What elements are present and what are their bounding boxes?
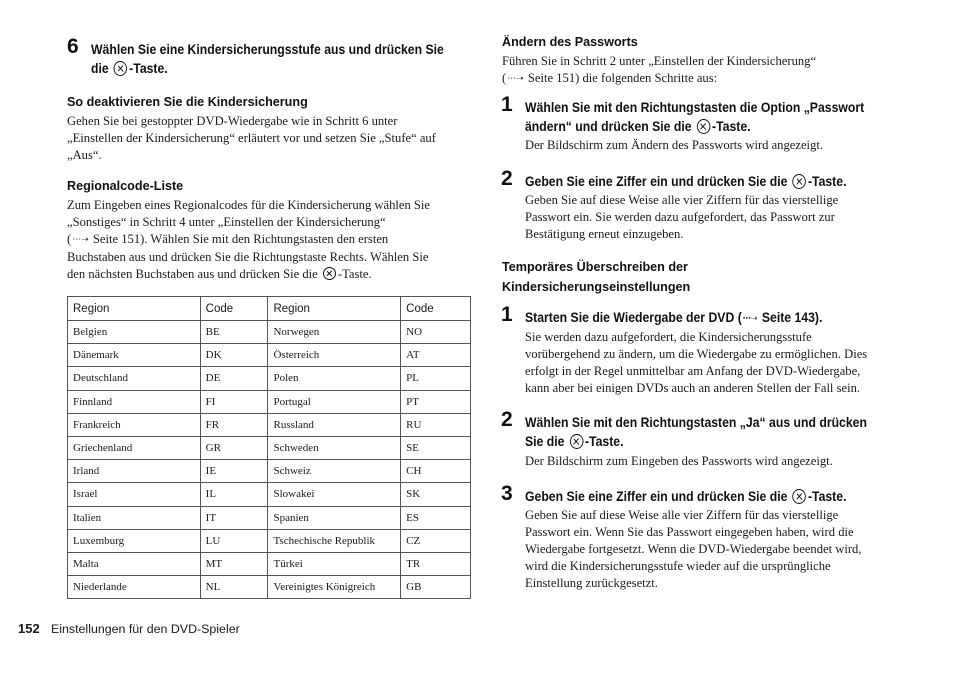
text: Seite 151). Wählen Sie mit den Richtungstasten den ersten (89, 232, 389, 246)
table-row (68, 460, 471, 483)
region-cell: Belgien (68, 321, 201, 344)
text: Geben Sie eine Ziffer ein und drücken Sie die (525, 489, 788, 504)
text-line (502, 70, 922, 88)
text: Geben Sie eine Ziffer ein und drücken Sie die (525, 174, 788, 189)
text: Seite 143). (758, 310, 823, 325)
table-row (68, 576, 471, 599)
region-cell: Tschechische Republik (268, 529, 401, 552)
step-title (525, 487, 903, 506)
text-line: Der Bildschirm zum Eingeben des Passworts wird angezeigt. (525, 454, 833, 468)
table-row (68, 321, 471, 344)
step-title-line (91, 59, 469, 78)
paragraph (525, 192, 925, 243)
step-number: 2 (501, 408, 513, 431)
region-cell: Irland (68, 460, 201, 483)
code-cell: MT (200, 552, 268, 575)
text: Seite 151) die folgenden Schritte aus: (524, 71, 718, 85)
page-number: 152 (18, 621, 40, 636)
column-header: Code (401, 297, 471, 321)
text-line: „Einstellen der Kindersicherung“ erläutert vor und setzen Sie „Stufe“ auf (67, 131, 436, 145)
step-number: 1 (501, 93, 513, 116)
region-cell: Polen (268, 367, 401, 390)
step-number: 3 (501, 482, 513, 505)
paragraph (525, 137, 925, 154)
step-title-line (525, 432, 903, 451)
code-cell: GR (200, 436, 268, 459)
step-title-line: Wählen Sie mit den Richtungstasten „Ja“ aus und drücken (525, 415, 867, 430)
section-heading (502, 257, 690, 297)
code-cell: FI (200, 390, 268, 413)
enter-button-icon (793, 174, 807, 189)
text: -Taste. (337, 267, 372, 281)
code-cell: LU (200, 529, 268, 552)
step-title-line (525, 172, 903, 191)
region-cell: Israel (68, 483, 201, 506)
text-line: Führen Sie in Schritt 2 unter „Einstellen der Kindersicherung“ (502, 54, 817, 68)
code-cell: NL (200, 576, 268, 599)
region-cell: Luxemburg (68, 529, 201, 552)
enter-button-icon (323, 267, 336, 280)
step-title-text: -Taste. (129, 61, 168, 76)
step-title-line (525, 487, 903, 506)
text-line: erfolgt in der Regel unmittelbar am Anfang der DVD-Wiedergabe, (525, 364, 861, 378)
code-cell: TR (401, 552, 471, 575)
step-title-line: Wählen Sie eine Kindersicherungsstufe aus und drücken Sie (91, 42, 444, 57)
region-cell: Türkei (268, 552, 401, 575)
text-line (67, 231, 477, 249)
region-cell: Finnland (68, 390, 201, 413)
column-header: Region (68, 297, 201, 321)
code-cell: RU (401, 413, 471, 436)
region-cell: Griechenland (68, 436, 201, 459)
page-reference-arrow-icon: ⋯➝ (72, 235, 89, 245)
code-cell: DE (200, 367, 268, 390)
text: -Taste. (807, 174, 847, 189)
text-line: Wiedergabe fortgesetzt. Wenn die DVD-Wiedergabe beendet wird, (525, 542, 862, 556)
section-heading: Regionalcode-Liste (67, 179, 184, 193)
text-line: vorübergehend zu ändern, um die Wiedergabe zu ermöglichen. Dies (525, 347, 868, 361)
enter-button-icon (697, 119, 711, 134)
table-row (68, 367, 471, 390)
step-title (91, 40, 469, 78)
region-cell: Österreich (268, 344, 401, 367)
text: den nächsten Buchstaben aus und drücken Sie die (67, 267, 318, 281)
region-cell: Spanien (268, 506, 401, 529)
paragraph (525, 453, 925, 470)
paragraph (525, 329, 925, 397)
text-line: wird die Kindersicherungsstufe wieder auf die ursprüngliche (525, 559, 831, 573)
code-cell: FR (200, 413, 268, 436)
code-cell: IE (200, 460, 268, 483)
text-line: Geben Sie auf diese Weise alle vier Ziffern für das vierstellige (525, 508, 839, 522)
footer-section-title: Einstellungen für den DVD-Spieler (51, 622, 240, 636)
region-cell: Dänemark (68, 344, 201, 367)
table-row (68, 413, 471, 436)
code-cell: PT (401, 390, 471, 413)
text-line: kann aber bei einigen DVDs auch an anderen Stellen der Fall sein. (525, 381, 861, 395)
code-cell: BE (200, 321, 268, 344)
step-number: 2 (501, 167, 513, 190)
text-line: Zum Eingeben eines Regionalcodes für die Kindersicherung wählen Sie (67, 198, 431, 212)
text-line: Passwort ein. Wenn Sie das Passwort eingegeben haben, wird die (525, 525, 854, 539)
table-row (68, 436, 471, 459)
text: -Taste. (807, 489, 847, 504)
text-line: „Aus“. (67, 148, 102, 162)
text-line: „Sonstiges“ in Schritt 4 unter „Einstellen der Kindersicherung“ (67, 215, 386, 229)
code-cell: IL (200, 483, 268, 506)
text-line: Einstellung zurückgesetzt. (525, 576, 658, 590)
table-body (68, 321, 471, 599)
table-row (68, 506, 471, 529)
paragraph (67, 197, 477, 283)
region-cell: Italien (68, 506, 201, 529)
code-cell: SE (401, 436, 471, 459)
heading-line: Temporäres Überschreiben der (502, 260, 688, 274)
region-code-table (67, 296, 471, 599)
text: ( (67, 232, 72, 246)
step-title (525, 172, 903, 191)
step-title (525, 413, 903, 451)
table-header-row (68, 297, 471, 321)
section-heading: So deaktivieren Sie die Kindersicherung (67, 95, 308, 109)
code-cell: AT (401, 344, 471, 367)
region-cell: Schweden (268, 436, 401, 459)
code-cell: CZ (401, 529, 471, 552)
region-cell: Portugal (268, 390, 401, 413)
code-cell: DK (200, 344, 268, 367)
step-title-line: Wählen Sie mit den Richtungstasten die Option „Passwort (525, 100, 865, 115)
text: -Taste. (712, 119, 751, 134)
text-line: Passwort ein. Sie werden dazu aufgefordert, das Passwort zur (525, 210, 835, 224)
text: -Taste. (584, 434, 624, 449)
table-row (68, 344, 471, 367)
code-cell: NO (401, 321, 471, 344)
column-header: Region (268, 297, 401, 321)
step-title-line (525, 117, 903, 136)
enter-button-icon (793, 489, 807, 504)
step-title (525, 308, 903, 329)
region-cell: Schweiz (268, 460, 401, 483)
column-header: Code (200, 297, 268, 321)
page-reference-arrow-icon: ⋯➝ (507, 74, 524, 84)
code-cell: ES (401, 506, 471, 529)
step-title (525, 98, 903, 136)
code-cell: CH (401, 460, 471, 483)
heading-line: Kindersicherungseinstellungen (502, 280, 691, 294)
table-row (68, 390, 471, 413)
step-number: 1 (501, 303, 513, 326)
text-line: Der Bildschirm zum Ändern des Passworts wird angezeigt. (525, 138, 823, 152)
paragraph (67, 113, 477, 164)
region-cell: Vereinigtes Königreich (268, 576, 401, 599)
region-cell: Norwegen (268, 321, 401, 344)
table-row (68, 529, 471, 552)
region-cell: Frankreich (68, 413, 201, 436)
paragraph (502, 53, 922, 88)
table-row (68, 483, 471, 506)
enter-button-icon (570, 434, 584, 449)
text-line: Buchstaben aus und drücken Sie die Richtungstaste Rechts. Wählen Sie (67, 250, 429, 264)
text: Starten Sie die Wiedergabe der DVD ( (525, 310, 742, 325)
region-cell: Niederlande (68, 576, 201, 599)
region-cell: Slowakei (268, 483, 401, 506)
step-number: 6 (67, 35, 79, 58)
code-cell: PL (401, 367, 471, 390)
step-title-text: die (91, 61, 109, 76)
region-cell: Malta (68, 552, 201, 575)
text-line: Gehen Sie bei gestoppter DVD-Wiedergabe wie in Schritt 6 unter (67, 114, 398, 128)
text-line (67, 266, 477, 283)
page-reference-arrow-icon: ⋯➝ (742, 314, 758, 324)
text-line: Geben Sie auf diese Weise alle vier Ziffern für das vierstellige (525, 193, 839, 207)
text: ( (502, 71, 507, 85)
enter-button-icon (114, 61, 128, 76)
region-cell: Deutschland (68, 367, 201, 390)
section-heading: Ändern des Passworts (502, 35, 638, 49)
code-cell: SK (401, 483, 471, 506)
text: ändern“ und drücken Sie die (525, 119, 692, 134)
region-cell: Russland (268, 413, 401, 436)
step-title-line (525, 308, 903, 329)
text: Sie die (525, 434, 565, 449)
code-cell: GB (401, 576, 471, 599)
text-line: Bestätigung erneut einzugeben. (525, 227, 684, 241)
table-row (68, 552, 471, 575)
text-line: Sie werden dazu aufgefordert, die Kindersicherungsstufe (525, 330, 812, 344)
code-cell: IT (200, 506, 268, 529)
paragraph (525, 507, 925, 592)
